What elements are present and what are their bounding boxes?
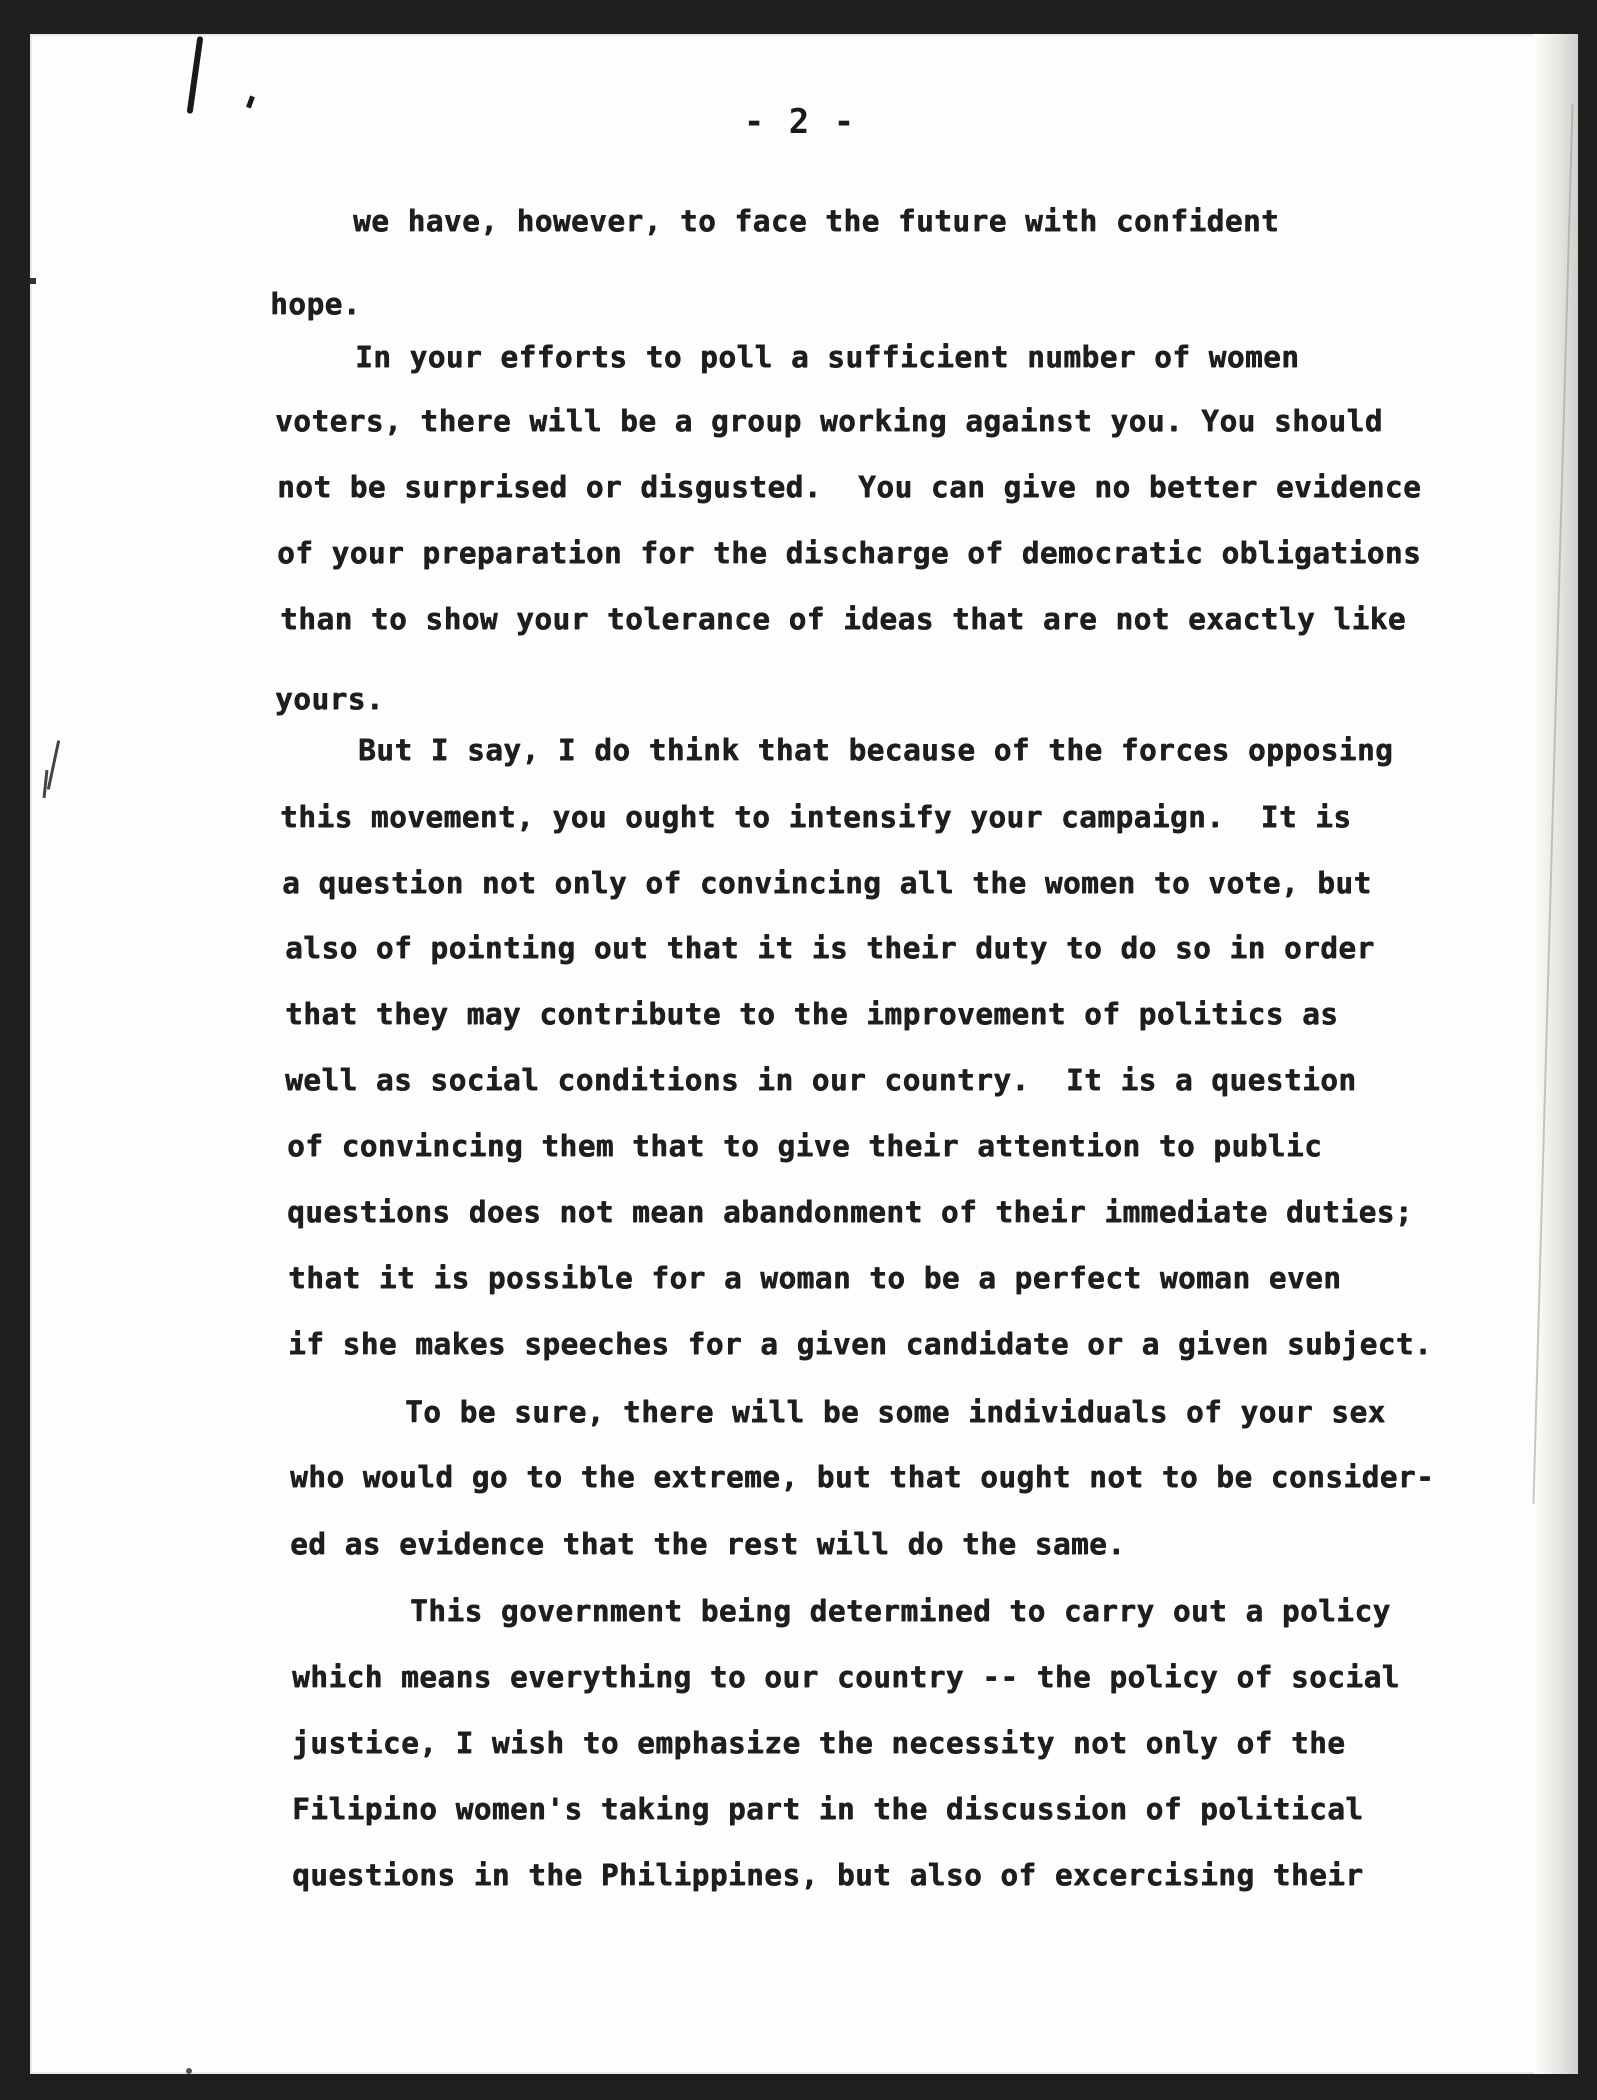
text-line: not be surprised or disgusted. You can give no better evidence: [277, 470, 1422, 504]
text-line: of your preparation for the discharge of democratic obligations: [277, 536, 1422, 570]
text-line: that it is possible for a woman to be a perfect woman even: [288, 1261, 1342, 1295]
text-line: Filipino women's taking part in the discussion of political: [292, 1792, 1364, 1826]
text-line: we have, however, to face the future with confident: [353, 204, 1280, 238]
text-line: which means everything to our country -- the policy of social: [292, 1660, 1400, 1694]
text-line: this movement, you ought to intensify your campaign. It is: [280, 800, 1352, 834]
text-line: who would go to the extreme, but that ought not to be consider-: [290, 1460, 1435, 1494]
page-number: - 2 -: [743, 102, 857, 142]
text-line: well as social conditions in our country. It is a question: [285, 1063, 1357, 1097]
text-line: if she makes speeches for a given candidate or a given subject.: [288, 1327, 1433, 1361]
text-line: ed as evidence that the rest will do the same.: [290, 1527, 1126, 1561]
text-line: questions in the Philippines, but also of excercising their: [292, 1858, 1364, 1892]
text-line: yours.: [275, 682, 384, 716]
text-line: a question not only of convincing all the women to vote, but: [282, 866, 1372, 900]
text-line: voters, there will be a group working against you. You should: [275, 404, 1383, 438]
text-line: of convincing them that to give their attention to public: [287, 1129, 1323, 1163]
text-line: To be sure, there will be some individuals of your sex: [405, 1395, 1386, 1429]
text-line: questions does not mean abandonment of their immediate duties;: [287, 1195, 1413, 1229]
text-line: This government being determined to carry out a policy: [410, 1594, 1391, 1628]
text-line: justice, I wish to emphasize the necessity not only of the: [292, 1726, 1346, 1760]
text-line: But I say, I do think that because of the forces opposing: [358, 733, 1394, 767]
text-line: also of pointing out that it is their duty to do so in order: [285, 931, 1375, 965]
text-line: hope.: [270, 287, 361, 321]
text-line: In your efforts to poll a sufficient number of women: [355, 340, 1300, 374]
text-line: that they may contribute to the improvement of politics as: [285, 997, 1339, 1031]
text-line: than to show your tolerance of ideas that are not exactly like: [280, 602, 1406, 636]
